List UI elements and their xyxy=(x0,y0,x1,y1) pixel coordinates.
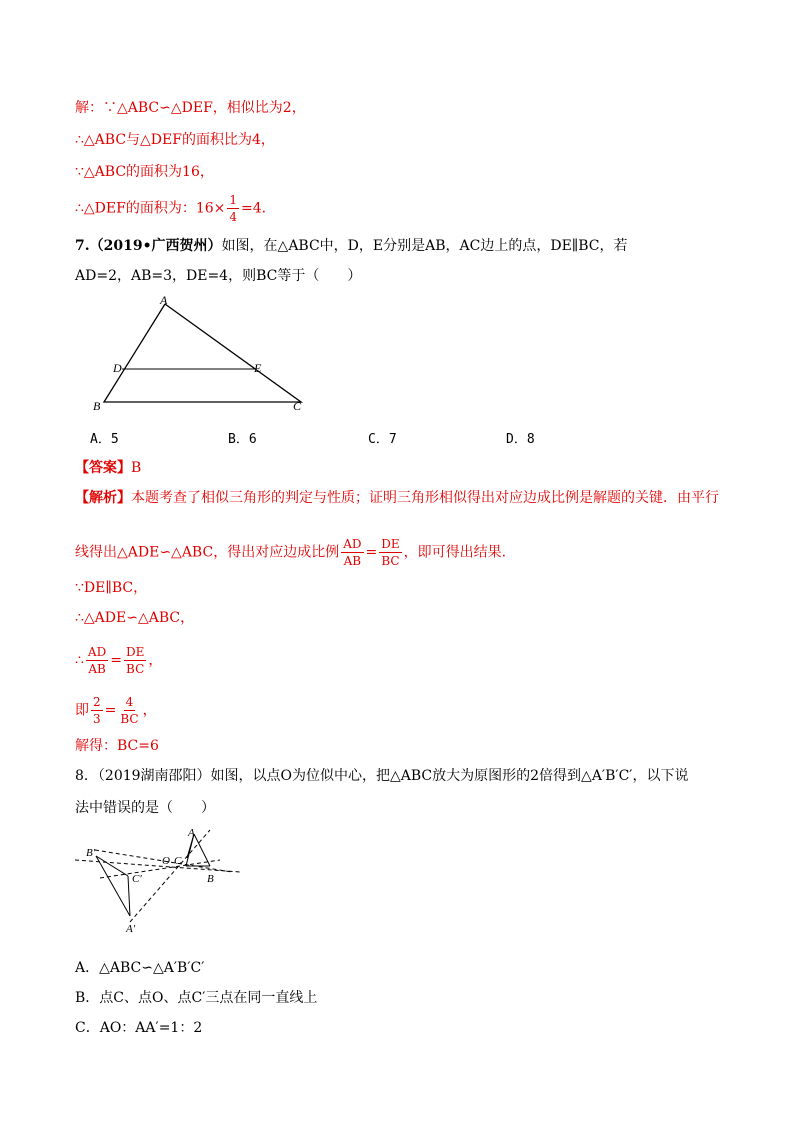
step-4-prefix: 即 xyxy=(75,702,89,719)
solution-line-4 xyxy=(75,192,266,225)
question-text: 如图，在△ABC中，D，E分别是AB，AC边上的点，DE∥BC，若 xyxy=(221,238,628,254)
fraction-de-bc xyxy=(379,536,401,569)
question-8-line-2: 法中错误的是（ ） xyxy=(75,800,215,816)
fraction-numerator: AD xyxy=(343,537,362,551)
label-B: B xyxy=(93,399,101,413)
label-B: B xyxy=(207,873,214,885)
option-b: B．6 xyxy=(228,432,257,447)
label-B-prime: B′ xyxy=(86,847,96,859)
q8-option-c: C．AO：AA′=1：2 xyxy=(75,1020,203,1036)
homothety-figure-q8 xyxy=(70,820,250,940)
q8-option-b: B．点C、点O、点C′三点在同一直线上 xyxy=(75,990,318,1006)
fraction-denominator: 4 xyxy=(229,210,238,224)
question-source: （2019•广西贺州） xyxy=(89,238,222,254)
label-C: C xyxy=(174,855,182,867)
fraction-4-bc xyxy=(118,694,140,727)
analysis-text-2-suffix: ，即可得出结果. xyxy=(403,544,507,561)
fraction-2-3 xyxy=(91,694,103,727)
analysis-line-1 xyxy=(75,488,719,508)
label-A-prime: A′ xyxy=(126,923,136,935)
solution-line-4-prefix: ∴△DEF的面积为：16× xyxy=(75,200,226,217)
step-2: ∴△ADE∽△ABC， xyxy=(75,610,195,626)
fraction-ad-ab xyxy=(86,644,108,677)
label-D: D xyxy=(113,361,122,375)
solution-line-1: 解：∵△ABC∽△DEF，相似比为2， xyxy=(75,100,306,116)
answer-tag: 【答案】 xyxy=(75,460,131,476)
step-4 xyxy=(75,694,157,727)
fraction-denominator: AB xyxy=(343,554,362,568)
label-C-prime: C′ xyxy=(132,873,142,885)
fraction-numerator: 1 xyxy=(229,193,238,207)
solution-line-4-suffix: =4. xyxy=(241,200,267,217)
solution-line-3: ∵△ABC的面积为16， xyxy=(75,164,214,180)
fraction-one-quarter xyxy=(227,192,239,225)
fraction-numerator: DE xyxy=(381,537,400,551)
analysis-tag: 【解析】 xyxy=(75,490,131,506)
solution-line-2: ∴△ABC与△DEF的面积比为4， xyxy=(75,132,275,148)
step-1: ∵DE∥BC， xyxy=(75,580,148,596)
fraction-denominator: BC xyxy=(126,662,145,676)
fraction-numerator: 4 xyxy=(125,695,134,709)
label-E: E xyxy=(254,361,262,375)
triangle-figure-q7 xyxy=(88,292,318,417)
analysis-line-2 xyxy=(75,536,506,569)
step-4-suffix: ， xyxy=(142,702,157,719)
step-3 xyxy=(75,644,162,677)
fraction-numerator: DE xyxy=(125,645,145,659)
answer-line xyxy=(75,458,141,478)
fraction-denominator: AB xyxy=(88,662,106,676)
option-a: A．5 xyxy=(90,432,119,447)
fraction-denominator: 3 xyxy=(93,712,101,726)
fraction-denominator: BC xyxy=(381,554,400,568)
question-7-line-1 xyxy=(75,236,628,256)
label-O: O xyxy=(162,855,170,867)
analysis-text-2-prefix: 线得出△ADE∽△ABC，得出对应边成比例 xyxy=(75,544,340,561)
step-5: 解得：BC=6 xyxy=(75,738,159,754)
label-A: A xyxy=(160,293,168,307)
equals-sign: = xyxy=(110,652,122,669)
fraction-de-bc xyxy=(124,644,146,677)
analysis-text-1: 本题考查了相似三角形的判定与性质；证明三角形相似得出对应边成比例是解题的关键．由平行 xyxy=(131,490,719,506)
equals-sign: = xyxy=(104,702,117,719)
question-8-line-1: 8．（2019湖南邵阳）如图，以点O为位似中心，把△ABC放大为原图形的2倍得到△A′B′C′，以下说 xyxy=(75,768,689,784)
step-3-suffix: ， xyxy=(148,652,163,669)
answer-value: B xyxy=(131,460,142,476)
label-C: C xyxy=(293,399,302,413)
q8-option-a: A．△ABC∽△A′B′C′ xyxy=(75,960,205,976)
option-c: C．7 xyxy=(368,432,397,447)
equals-sign: = xyxy=(365,544,378,561)
option-d: D．8 xyxy=(506,432,535,447)
question-number: 7. xyxy=(75,238,90,254)
label-A: A xyxy=(188,827,195,839)
step-3-prefix: ∴ xyxy=(75,652,84,669)
question-7-line-2: AD=2，AB=3，DE=4，则BC等于（ ） xyxy=(75,268,362,284)
fraction-ad-ab xyxy=(341,536,363,569)
fraction-numerator: 2 xyxy=(93,695,101,709)
fraction-numerator: AD xyxy=(87,645,107,659)
fraction-denominator: BC xyxy=(120,712,139,726)
